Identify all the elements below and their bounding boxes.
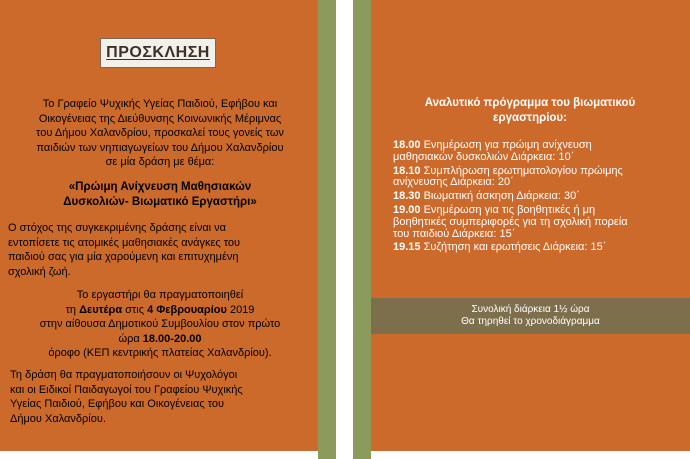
program-text: Βιωματική άσκηση Διάρκεια: 30΄ bbox=[423, 190, 580, 203]
goal-line: παιδιού σας για μία χαρούμενη και επιτυχημένη bbox=[8, 251, 239, 263]
program-time: 19.00 bbox=[393, 203, 421, 216]
heading-line: Αναλυτικό πρόγραμμα του βιωματικού bbox=[424, 97, 636, 109]
goal-line: εντοπίσετε τις ατομικές μαθησιακές ανάγκες του bbox=[8, 236, 241, 249]
left-green-strip bbox=[318, 0, 336, 459]
program-time: 18.10 bbox=[393, 164, 421, 177]
invitation-title: ΠΡΟΣΚΛΗΣΗ bbox=[106, 44, 210, 61]
workshop-topic bbox=[10, 180, 310, 209]
program-text: ανίχνευσης Διάρκεια: 20΄ bbox=[393, 176, 514, 189]
closing-line: και οι Ειδικοί Παιδαγωγοί του Γραφείου Ψυχικής bbox=[10, 383, 243, 396]
program-list bbox=[393, 140, 683, 256]
program-item bbox=[393, 166, 683, 190]
intro-line: Οικογένειας της Διεύθυνσης Κοινωνικής Μέριμνας bbox=[38, 112, 282, 125]
program-item bbox=[393, 191, 683, 203]
program-heading bbox=[380, 96, 680, 125]
duration-footer bbox=[371, 298, 690, 334]
intro-line: σε μία δράση με θέμα: bbox=[105, 156, 215, 168]
date: 4 Φεβρουαρίου bbox=[147, 303, 227, 316]
goal-line: σχολική ζωή. bbox=[8, 265, 71, 278]
intro-line: παιδιών των νηπιαγωγείων του Δήμου Χαλανδρίου bbox=[36, 141, 284, 154]
program-text: Ενημέρωση για τις βοηθητικές ή μη bbox=[423, 203, 596, 216]
goal-paragraph bbox=[8, 221, 314, 279]
intro-line: του Δήμου Χαλανδρίου, προσκαλεί τους γονείς των bbox=[36, 127, 284, 139]
date-mid: στις bbox=[122, 303, 148, 316]
heading-line: εργαστηρίου: bbox=[493, 111, 567, 124]
schedule-note: Θα τηρηθεί το χρονοδιάγραμμα bbox=[461, 316, 600, 327]
topic-line: «Πρώιμη Ανίχνευση Μαθησιακών bbox=[68, 181, 252, 193]
program-text: Ενημέρωση για πρώιμη ανίχνευση bbox=[423, 139, 592, 151]
closing-paragraph bbox=[10, 368, 316, 426]
intro-paragraph bbox=[10, 97, 310, 170]
time-prefix: ώρα bbox=[118, 332, 143, 345]
program-item bbox=[393, 140, 683, 164]
time-line bbox=[10, 332, 310, 347]
program-time: 18.30 bbox=[393, 190, 421, 203]
goal-line: Ο στόχος της συγκεκριμένης δράσης είναι να bbox=[8, 222, 227, 234]
intro-line: Το Γραφείο Ψυχικής Υγείας Παιδιού, Εφήβου και bbox=[42, 98, 278, 110]
closing-line: Δήμου Χαλανδρίου. bbox=[10, 412, 106, 425]
when-line: Το εργαστήρι θα πραγματοποιηθεί bbox=[76, 289, 244, 301]
date-prefix: τη bbox=[65, 303, 80, 316]
program-item bbox=[393, 205, 683, 240]
program-time: 19.15 bbox=[393, 241, 421, 254]
time-range: 18.00-20.00 bbox=[142, 332, 202, 345]
program-text: του παιδιού Διάρκεια: 15΄ bbox=[393, 227, 516, 240]
weekday: Δευτέρα bbox=[79, 303, 123, 316]
program-item bbox=[393, 242, 683, 254]
total-duration: Συνολική διάρκεια 1½ ώρα bbox=[471, 303, 590, 315]
closing-line: Τη δράση θα πραγματοποιήσουν οι Ψυχολόγοι bbox=[10, 369, 238, 381]
closing-line: Υγείας Παιδιού, Εφήβου και Οικογένειας του bbox=[10, 398, 225, 410]
program-text: Συζήτηση και ερωτήσεις Διάρκεια: 15΄ bbox=[423, 241, 607, 254]
program-text: μαθησιακών δυσκολιών Διάρκεια: 10΄ bbox=[393, 150, 575, 163]
place-line: στην αίθουσα Δημοτικού Συμβουλίου στον πρώτο bbox=[39, 318, 281, 330]
date-line bbox=[10, 303, 310, 318]
program-text: Συμπλήρωση ερωτηματολογίου πρώιμης bbox=[423, 164, 623, 177]
when-where-paragraph bbox=[10, 288, 310, 361]
right-green-strip bbox=[353, 0, 371, 459]
program-text: βοηθητικές συμπεριφορές για τη σχολική πορεία bbox=[393, 215, 628, 228]
year: 2019 bbox=[226, 303, 255, 316]
program-time: 18.00 bbox=[393, 139, 421, 151]
topic-line: Δυσκολιών- Βιωματικό Εργαστήρι» bbox=[63, 195, 257, 208]
place-line: όροφο (ΚΕΠ κεντρικής πλατείας Χαλανδρίου). bbox=[48, 347, 272, 359]
invitation-title-box bbox=[100, 38, 216, 68]
